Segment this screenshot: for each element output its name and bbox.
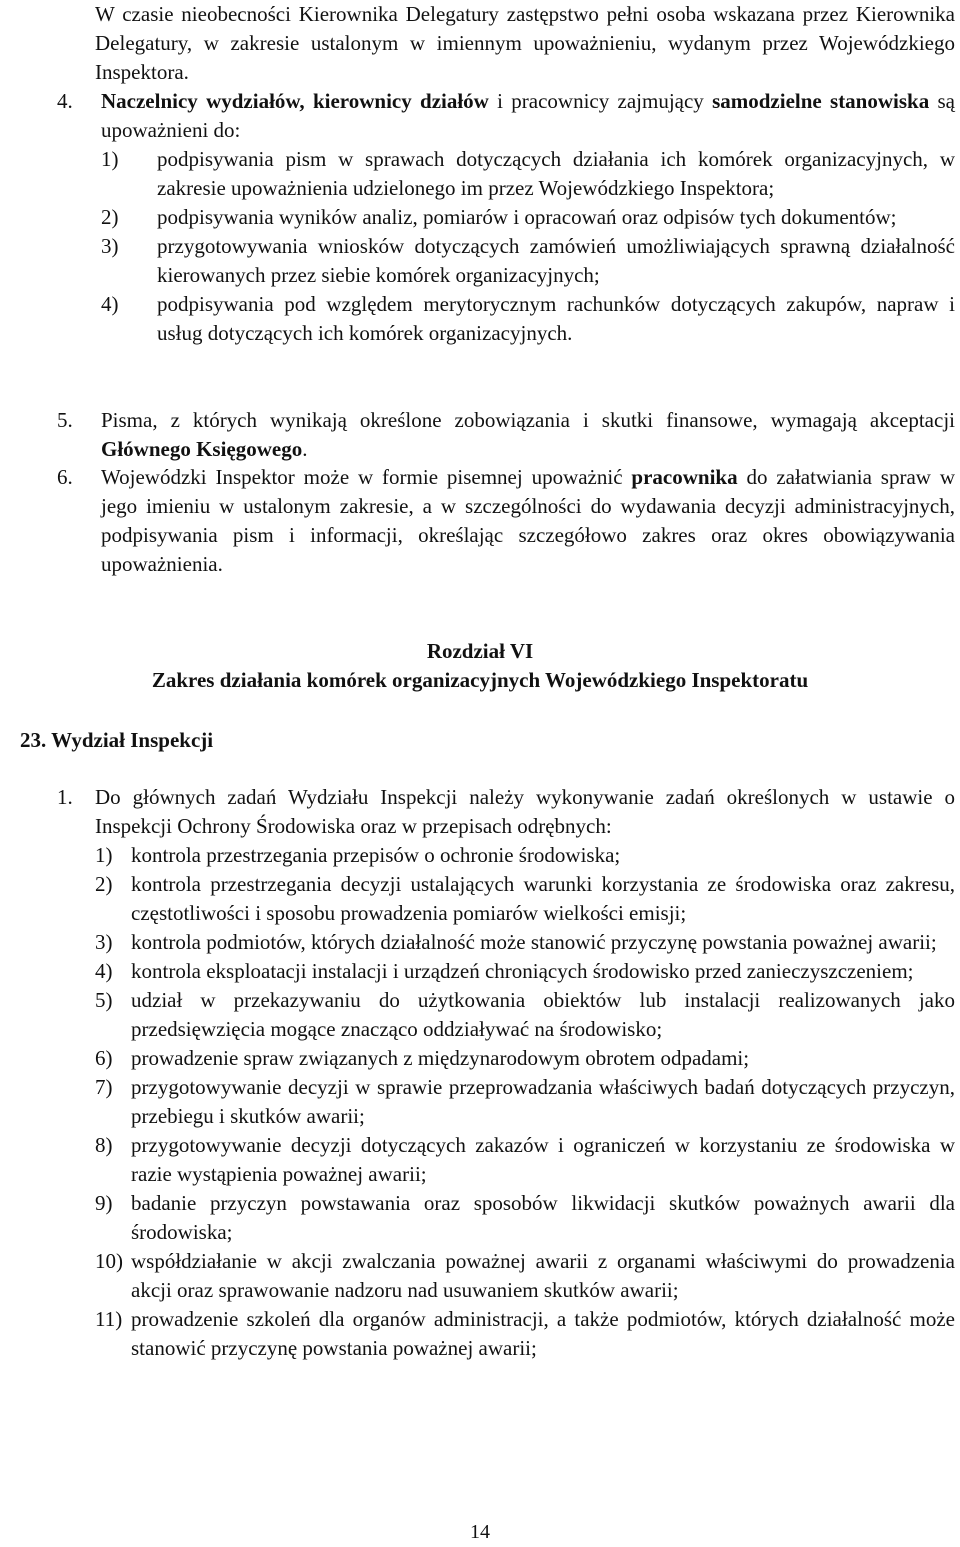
point-4-bold-2: samodzielne stanowiska: [712, 89, 930, 113]
list-item: [95, 1305, 955, 1363]
list-item-text: udział w przekazywaniu do użytkowania obiektów lub instalacji realizowanych jako przedsięwzięcia mogące znacząco oddziaływać na środowisko;: [131, 988, 955, 1041]
list-item-text: kontrola przestrzegania decyzji ustalających warunki korzystania ze środowiska oraz zakresu, częstotliwości i sposobu prowadzenia pomiarów wielkości emisji;: [131, 872, 955, 925]
point-6-text: [57, 463, 955, 579]
list-item-number: 2): [101, 205, 119, 229]
list-item-text: podpisywania pod względem merytorycznym rachunków dotyczących zakupów, napraw i usług dotyczących ich komórek organizacyjnych.: [157, 292, 955, 345]
list-item-text: kontrola eksploatacji instalacji i urządzeń chroniących środowisko przed zanieczyszczeniem;: [131, 959, 914, 983]
section-23-point-1-number: 1.: [57, 785, 73, 809]
point-6-text-1: Wojewódzki Inspektor może w formie pisemnej upoważnić: [101, 465, 632, 489]
list-item: [95, 1044, 955, 1073]
section-23-point-1-text: Do głównych zadań Wydziału Inspekcji należy wykonywanie zadań określonych w ustawie o Inspekcji Ochrony Środowiska oraz w przepisach odrębnych:: [95, 785, 955, 838]
list-item-number: 4): [95, 959, 113, 983]
list-item: [95, 1131, 955, 1189]
list-item: [95, 870, 955, 928]
list-item: [101, 203, 955, 232]
list-item-text: prowadzenie szkoleń dla organów administracji, a także podmiotów, których działalność może stanowić przyczynę powstania poważnej awarii;: [131, 1307, 955, 1360]
point-4-text-1: i pracownicy zajmujący: [488, 89, 713, 113]
list-item: [95, 1073, 955, 1131]
list-item: [95, 1247, 955, 1305]
list-item-number: 9): [95, 1191, 113, 1215]
list-item: [95, 928, 955, 957]
point-6-bold: pracownika: [631, 465, 738, 489]
point-4-text-2: są upoważnieni do:: [101, 89, 955, 142]
list-item-text: badanie przyczyn powstawania oraz sposobów likwidacji skutków poważnych awarii dla środowiska;: [131, 1191, 955, 1244]
point-5: [57, 406, 955, 464]
section-23-list: [57, 841, 955, 1363]
list-item-number: 8): [95, 1133, 113, 1157]
page-number: 14: [470, 1521, 490, 1543]
point-6-number: 6.: [57, 465, 73, 489]
list-item: [95, 841, 955, 870]
point-5-text-2: .: [302, 437, 308, 461]
section-23-point-1: [57, 783, 955, 1363]
section-23-title: 23. Wydział Inspekcji: [20, 728, 214, 752]
list-item-number: 6): [95, 1046, 113, 1070]
list-item-number: 2): [95, 872, 113, 896]
list-item-number: 11): [95, 1307, 123, 1331]
list-item-number: 4): [101, 292, 119, 316]
list-item-number: 7): [95, 1075, 113, 1099]
point-5-bold: Głównego Księgowego: [101, 437, 303, 461]
list-item-number: 10): [95, 1249, 123, 1273]
list-item-text: współdziałanie w akcji zwalczania poważnej awarii z organami właściwymi do prowadzenia akcji oraz sprawowanie nadzoru nad usuwaniem skutków awarii;: [131, 1249, 955, 1302]
top-paragraph-text: W czasie nieobecności Kierownika Delegatury zastępstwo pełni osoba wskazana przez Kierownika Delegatury, w zakresie ustalonym w imiennym upoważnieniu, wydanym przez Wojewódzkiego Inspektora.: [95, 2, 955, 84]
list-item-text: przygotowywanie decyzji dotyczących zakazów i ograniczeń w korzystaniu ze środowiska w razie wystąpienia poważnej awarii;: [131, 1133, 955, 1186]
list-item-text: prowadzenie spraw związanych z międzynarodowym obrotem odpadami;: [131, 1046, 750, 1070]
list-item-text: podpisywania wyników analiz, pomiarów i opracowań oraz odpisów tych dokumentów;: [157, 205, 897, 229]
list-item-text: kontrola przestrzegania przepisów o ochronie środowiska;: [131, 843, 621, 867]
list-item: [95, 1189, 955, 1247]
list-item-text: przygotowywania wniosków dotyczących zamówień umożliwiających sprawną działalność kierowanych przez siebie komórek organizacyjnych;: [157, 234, 955, 287]
list-item: [101, 145, 955, 203]
point-5-text-1: Pisma, z których wynikają określone zobowiązania i skutki finansowe, wymagają akceptacji: [101, 408, 955, 432]
point-4: [57, 87, 955, 348]
point-4-intro: [57, 87, 955, 145]
point-5-text: [57, 406, 955, 464]
point-6: [57, 463, 955, 579]
list-item-number: 5): [95, 988, 113, 1012]
point-4-bold-1: Naczelnicy wydziałów, kierownicy działów: [101, 89, 489, 113]
list-item: [95, 986, 955, 1044]
point-4-list: [57, 145, 955, 348]
list-item: [95, 957, 955, 986]
list-item-text: podpisywania pism w sprawach dotyczących działania ich komórek organizacyjnych, w zakresie upoważnienia udzielonego im przez Wojewódzkiego Inspektora;: [157, 147, 955, 200]
chapter-title: Rozdział VI: [426, 639, 534, 663]
point-5-number: 5.: [57, 408, 73, 432]
point-4-number: 4.: [57, 89, 73, 113]
list-item-text: przygotowywanie decyzji w sprawie przeprowadzania właściwych badań dotyczących przyczyn, przebiegu i skutków awarii;: [131, 1075, 955, 1128]
list-item-number: 3): [95, 930, 113, 954]
list-item: [101, 232, 955, 290]
point-6-text-2: do załatwiania spraw w jego imieniu w ustalonym zakresie, a w szczególności do wydawania decyzji administracyjnych, podpisywania pism i informacji, określając szczegółowo zakres oraz okres obowiązywania upoważnienia.: [101, 465, 955, 576]
list-item-number: 3): [101, 234, 119, 258]
top-paragraph: [95, 0, 955, 87]
list-item-number: 1): [95, 843, 113, 867]
list-item-number: 1): [101, 147, 119, 171]
chapter-subtitle: Zakres działania komórek organizacyjnych Wojewódzkiego Inspektoratu: [151, 668, 809, 692]
list-item: [101, 290, 955, 348]
list-item-text: kontrola podmiotów, których działalność może stanowić przyczynę powstania poważnej awarii;: [131, 930, 937, 954]
